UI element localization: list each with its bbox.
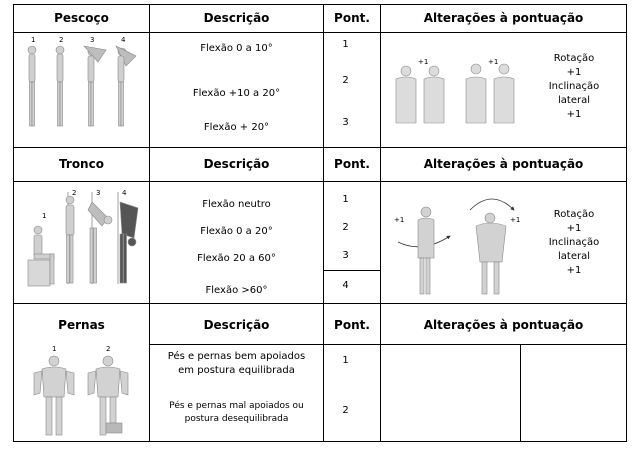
neck-rotation-figure-b	[424, 66, 444, 123]
trunk-figure-1	[28, 226, 54, 286]
neck-rotation-figure-a	[396, 66, 416, 123]
legs-row-1-description-line-1: Pés e pernas bem apoiados	[167, 351, 306, 362]
neck-figure-3	[84, 46, 106, 126]
neck-changes-header: Alterações à pontuação	[423, 11, 584, 25]
legs-row-2-description-line-1: Pés e pernas mal apoiados ou	[169, 401, 304, 411]
legs-row-1-score: 1	[342, 355, 349, 366]
neck-score-header: Pont.	[334, 11, 370, 25]
trunk-adjust-line-4: lateral	[558, 251, 590, 262]
table-border-top	[13, 4, 627, 5]
neck-figure-label-1: 1	[31, 36, 36, 44]
trunk-rotation-figure	[418, 207, 434, 294]
legs-row-1-description-line-2: em postura equilibrada	[178, 365, 295, 376]
neck-lateral-figure-a	[466, 64, 486, 123]
legs-row-2-description-line-2: postura desequilibrada	[184, 414, 289, 424]
neck-adjust-line-4: lateral	[558, 95, 590, 106]
trunk-adjust-mark-2: +1	[510, 216, 521, 224]
trunk-lateral-arrow	[470, 199, 514, 210]
neck-adjust-line-1: Rotação	[553, 53, 595, 64]
legs-header-divider	[149, 344, 627, 345]
trunk-header-divider	[13, 181, 627, 182]
legs-figure-label-1: 1	[52, 345, 57, 353]
trunk-figure-3	[88, 202, 112, 283]
trunk-figure-label-1: 1	[42, 212, 47, 220]
section-divider-trunk-legs	[13, 303, 627, 304]
neck-adjust-line-2: +1	[566, 67, 582, 78]
neck-figure-label-3: 3	[90, 36, 95, 44]
trunk-adjust-line-3: Inclinação	[548, 237, 600, 248]
legs-figure-2	[88, 356, 128, 435]
neck-adjust-line-5: +1	[566, 109, 582, 120]
trunk-row-2-description: Flexão 0 a 20°	[200, 226, 273, 237]
col-divider-3	[380, 4, 381, 442]
neck-header-divider	[13, 32, 627, 33]
neck-posture-illustration	[22, 36, 140, 136]
legs-row-2-score: 2	[342, 405, 349, 416]
trunk-lateral-figure	[476, 213, 506, 294]
trunk-adjustment-illustration	[392, 192, 526, 298]
trunk-segment-header: Tronco	[59, 157, 104, 171]
trunk-row-4-description: Flexão >60°	[205, 285, 268, 296]
trunk-adjust-line-1: Rotação	[553, 209, 595, 220]
neck-row-3-score: 3	[342, 117, 349, 128]
trunk-row-1-score: 1	[342, 194, 349, 205]
trunk-figure-label-2: 2	[72, 189, 77, 197]
trunk-figure-label-4: 4	[122, 189, 127, 197]
trunk-figure-2	[66, 196, 74, 283]
trunk-row-3-description: Flexão 20 a 60°	[197, 253, 276, 264]
neck-row-2-description: Flexão +10 a 20°	[192, 88, 281, 99]
neck-row-1-description: Flexão 0 a 10°	[200, 43, 273, 54]
neck-adjustment-illustration	[392, 55, 524, 127]
neck-adjust-mark-1: +1	[418, 58, 429, 66]
neck-figure-2	[56, 46, 64, 126]
trunk-posture-illustration	[22, 188, 140, 292]
neck-description-header: Descrição	[203, 11, 270, 25]
neck-figure-4	[116, 46, 136, 126]
neck-row-1-score: 1	[342, 39, 349, 50]
trunk-row-3-score: 3	[342, 250, 349, 261]
neck-lateral-figure-b	[494, 64, 514, 123]
trunk-adjust-mark-1: +1	[394, 216, 405, 224]
legs-description-header: Descrição	[203, 318, 270, 332]
trunk-score-header: Pont.	[334, 157, 370, 171]
trunk-row-1-description: Flexão neutro	[202, 199, 271, 210]
neck-row-2-score: 2	[342, 75, 349, 86]
neck-figure-label-2: 2	[59, 36, 64, 44]
trunk-adjust-line-2: +1	[566, 223, 582, 234]
trunk-description-header: Descrição	[203, 157, 270, 171]
table-border-left	[13, 4, 14, 442]
trunk-figure-label-3: 3	[96, 189, 101, 197]
neck-adjust-mark-2: +1	[488, 58, 499, 66]
trunk-adjust-line-5: +1	[566, 265, 582, 276]
table-border-right	[626, 4, 627, 442]
legs-posture-illustration	[24, 345, 140, 439]
neck-row-3-description: Flexão + 20°	[203, 122, 270, 133]
table-border-bottom	[13, 441, 627, 442]
neck-segment-header: Pescoço	[54, 11, 109, 25]
trunk-row-divider	[324, 270, 380, 271]
neck-figure-1	[28, 46, 36, 126]
legs-changes-header: Alterações à pontuação	[423, 318, 584, 332]
legs-figure-label-2: 2	[106, 345, 111, 353]
neck-figure-label-4: 4	[121, 36, 126, 44]
trunk-changes-header: Alterações à pontuação	[423, 157, 584, 171]
legs-changes-divider	[520, 344, 521, 442]
trunk-row-4-score: 4	[342, 280, 349, 291]
section-divider-neck-trunk	[13, 147, 627, 148]
trunk-figure-4	[120, 202, 138, 283]
legs-score-header: Pont.	[334, 318, 370, 332]
neck-adjust-line-3: Inclinação	[548, 81, 600, 92]
legs-figure-1	[34, 356, 74, 435]
trunk-row-2-score: 2	[342, 222, 349, 233]
legs-segment-header: Pernas	[58, 318, 105, 332]
